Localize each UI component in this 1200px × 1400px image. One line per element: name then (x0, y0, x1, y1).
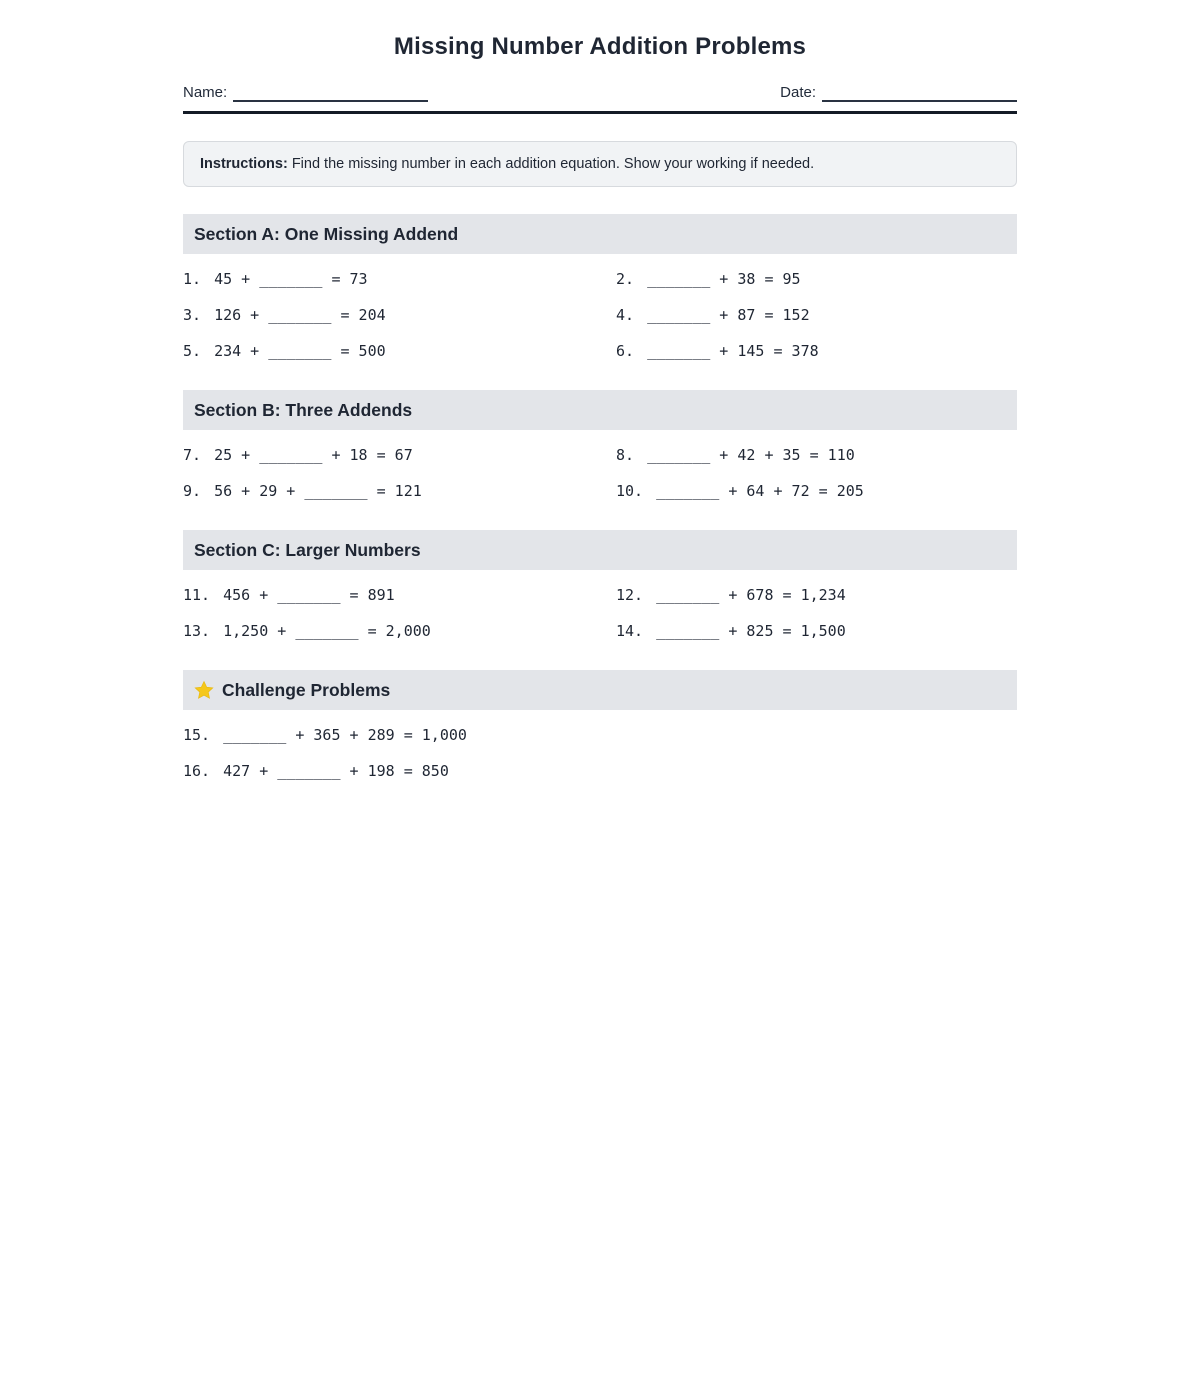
problem-7 (183, 437, 616, 473)
instructions-box (183, 141, 1017, 187)
problem-equation: _______ + 678 = 1,234 (656, 586, 846, 604)
problem-equation: 126 + _______ = 204 (214, 306, 386, 324)
problem-number: 8. (616, 446, 635, 464)
star-icon (194, 680, 214, 700)
problem-number: 7. (183, 446, 202, 464)
section-b-header (183, 390, 1017, 430)
section-c-header (183, 530, 1017, 570)
problem-equation: _______ + 145 = 378 (647, 342, 819, 360)
section-b-problems (183, 437, 1017, 509)
problem-equation: _______ + 38 = 95 (647, 270, 801, 288)
name-field (183, 84, 428, 102)
instructions-label: Instructions: (200, 156, 288, 172)
problem-number: 10. (616, 482, 644, 500)
problem-equation: _______ + 64 + 72 = 205 (656, 482, 864, 500)
section-challenge-problems (183, 717, 1017, 789)
problem-number: 9. (183, 482, 202, 500)
problem-number: 3. (183, 306, 202, 324)
problem-equation: 1,250 + _______ = 2,000 (223, 622, 431, 640)
date-label: Date: (780, 84, 816, 101)
problem-number: 1. (183, 270, 202, 288)
problem-equation: 234 + _______ = 500 (214, 342, 386, 360)
worksheet-page (183, 0, 1017, 789)
header-divider (183, 111, 1017, 114)
problem-13 (183, 613, 616, 649)
section-b (183, 390, 1017, 509)
section-a (183, 214, 1017, 369)
problem-number: 13. (183, 622, 211, 640)
problem-2 (616, 261, 1017, 297)
problem-number: 15. (183, 726, 211, 744)
section-c-title: Section C: Larger Numbers (194, 539, 421, 560)
problem-equation: _______ + 365 + 289 = 1,000 (223, 726, 467, 744)
section-c (183, 530, 1017, 649)
section-a-title: Section A: One Missing Addend (194, 223, 459, 244)
page-title: Missing Number Addition Problems (393, 33, 807, 60)
problem-equation: 56 + 29 + _______ = 121 (214, 482, 422, 500)
problem-equation: 456 + _______ = 891 (223, 586, 395, 604)
problem-15 (183, 717, 1017, 753)
problem-number: 6. (616, 342, 635, 360)
section-a-header (183, 214, 1017, 254)
name-blank-line (233, 87, 428, 102)
section-challenge-header (183, 670, 1017, 710)
problem-3 (183, 297, 616, 333)
problem-12 (616, 577, 1017, 613)
date-blank-line (822, 87, 1017, 102)
name-label: Name: (183, 84, 228, 101)
problem-number: 11. (183, 586, 211, 604)
section-c-problems (183, 577, 1017, 649)
problem-8 (616, 437, 1017, 473)
problem-11 (183, 577, 616, 613)
problem-equation: _______ + 42 + 35 = 110 (647, 446, 855, 464)
problem-4 (616, 297, 1017, 333)
problem-number: 2. (616, 270, 635, 288)
problem-equation: 427 + _______ + 198 = 850 (223, 762, 449, 780)
section-challenge (183, 670, 1017, 789)
problem-14 (616, 613, 1017, 649)
section-b-title: Section B: Three Addends (194, 399, 413, 420)
problem-6 (616, 333, 1017, 369)
problem-1 (183, 261, 616, 297)
section-a-problems (183, 261, 1017, 369)
section-challenge-title: Challenge Problems (222, 679, 391, 700)
problem-equation: _______ + 825 = 1,500 (656, 622, 846, 640)
problem-number: 14. (616, 622, 644, 640)
name-date-row (183, 84, 1017, 102)
instructions-text: Find the missing number in each addition equation. Show your working if needed. (291, 156, 815, 172)
problem-number: 4. (616, 306, 635, 324)
problem-number: 16. (183, 762, 211, 780)
date-field (780, 84, 1017, 102)
problem-5 (183, 333, 616, 369)
problem-equation: 45 + _______ = 73 (214, 270, 368, 288)
problem-number: 5. (183, 342, 202, 360)
problem-10 (616, 473, 1017, 509)
problem-equation: 25 + _______ + 18 = 67 (214, 446, 413, 464)
problem-9 (183, 473, 616, 509)
problem-number: 12. (616, 586, 644, 604)
problem-equation: _______ + 87 = 152 (647, 306, 810, 324)
problem-16 (183, 753, 1017, 789)
